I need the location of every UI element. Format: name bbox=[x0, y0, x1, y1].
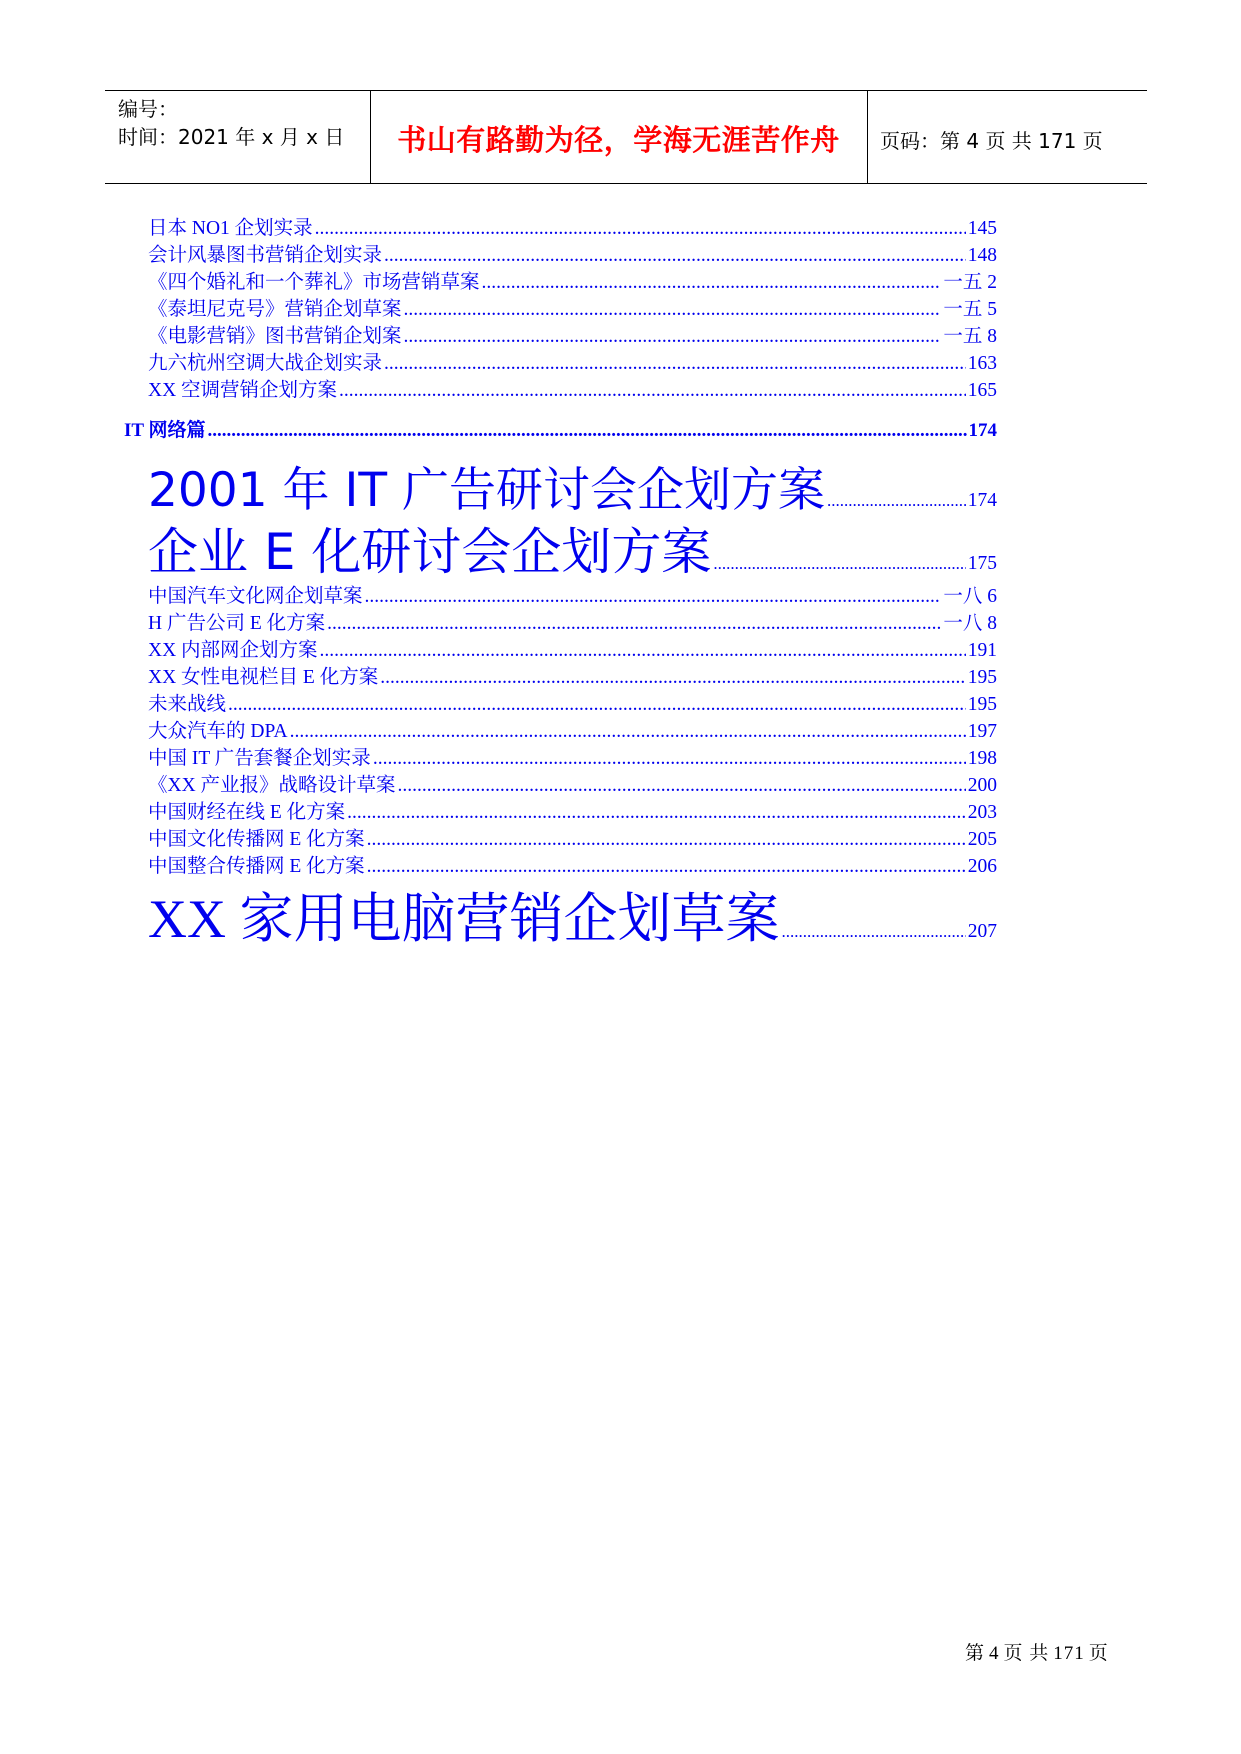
toc-entry[interactable] bbox=[148, 769, 997, 797]
toc-entry-page: 175 bbox=[967, 553, 997, 574]
toc-entry-title: 大众汽车的 DPA bbox=[148, 721, 288, 742]
header-center-cell bbox=[370, 91, 868, 183]
toc-entry-page: 165 bbox=[967, 380, 997, 401]
toc-entry-title: XX 女性电视栏目 E 化方案 bbox=[148, 667, 379, 688]
toc-section-entry[interactable] bbox=[124, 415, 997, 442]
toc-entry[interactable] bbox=[148, 453, 997, 520]
toc-entry-page: 174 bbox=[967, 490, 997, 511]
footer-page-number: 4 bbox=[989, 1643, 1000, 1664]
toc-dot-leader bbox=[347, 802, 966, 824]
toc-entry-page: 207 bbox=[967, 921, 997, 942]
toc-entry-page: 一五 2 bbox=[943, 272, 997, 293]
toc-entry[interactable] bbox=[148, 715, 997, 743]
toc-dot-leader bbox=[384, 245, 966, 267]
toc-entry[interactable] bbox=[148, 580, 997, 608]
toc-entry-title: 中国 IT 广告套餐企划实录 bbox=[148, 748, 371, 769]
toc-entry-title: 九六杭州空调大战企划实录 bbox=[148, 353, 383, 374]
toc-entry[interactable] bbox=[148, 374, 997, 402]
toc-entry-title: 《四个婚礼和一个葬礼》市场营销草案 bbox=[148, 272, 480, 293]
toc-dot-leader bbox=[827, 491, 966, 511]
page-header bbox=[105, 90, 1147, 184]
toc-entry-page: 一五 8 bbox=[943, 326, 997, 347]
toc-entry-page: 195 bbox=[967, 667, 997, 688]
toc-entry-page: 148 bbox=[967, 245, 997, 266]
toc-entry[interactable] bbox=[148, 607, 997, 635]
footer-mid: 页 共 bbox=[1003, 1643, 1050, 1664]
toc-entry[interactable] bbox=[148, 688, 997, 716]
toc-entry[interactable] bbox=[148, 850, 997, 878]
toc-entry[interactable] bbox=[148, 212, 997, 240]
toc-dot-leader bbox=[365, 586, 942, 608]
footer-suffix: 页 bbox=[1088, 1643, 1109, 1664]
toc-dot-leader bbox=[482, 272, 942, 294]
toc-entry-title: H 广告公司 E 化方案 bbox=[148, 613, 326, 634]
toc-dot-leader bbox=[373, 748, 966, 770]
toc-entry-title: XX 内部网企划方案 bbox=[148, 640, 318, 661]
toc-entry[interactable] bbox=[148, 661, 997, 689]
toc-entry-page: 145 bbox=[967, 218, 997, 239]
toc-entry-title: XX 空调营销企划方案 bbox=[148, 380, 338, 401]
toc-entry[interactable] bbox=[148, 823, 997, 851]
toc-dot-leader bbox=[380, 667, 966, 689]
toc-entry-page: 206 bbox=[967, 856, 997, 877]
toc-entry[interactable] bbox=[148, 320, 997, 348]
toc-entry-title: 2001 年 IT 广告研讨会企划方案 bbox=[148, 463, 826, 518]
toc-entry-title: 《泰坦尼克号》营销企划草案 bbox=[148, 299, 402, 320]
toc-entry-title: 中国财经在线 E 化方案 bbox=[148, 802, 346, 823]
time-label: 时间：2021 年 x 月 x 日 bbox=[118, 125, 345, 149]
toc-dot-leader bbox=[782, 922, 966, 942]
toc-entry-title: 中国文化传播网 E 化方案 bbox=[148, 829, 365, 850]
toc-entry[interactable] bbox=[148, 742, 997, 770]
toc-entry-title: 《XX 产业报》战略设计草案 bbox=[148, 775, 396, 796]
toc-entry[interactable] bbox=[148, 796, 997, 824]
toc-dot-leader bbox=[713, 554, 965, 574]
footer-prefix: 第 bbox=[965, 1643, 986, 1664]
footer-total-pages: 171 bbox=[1053, 1643, 1085, 1664]
header-right-cell bbox=[868, 91, 1147, 183]
page-code: 页码：第 4 页 共 171 页 bbox=[880, 129, 1103, 153]
toc-entry[interactable] bbox=[148, 266, 997, 294]
toc-dot-leader bbox=[367, 856, 966, 878]
toc-dot-leader bbox=[290, 721, 966, 743]
toc-entry-page: 198 bbox=[967, 748, 997, 769]
toc-entry[interactable] bbox=[148, 293, 997, 321]
serial-label: 编号： bbox=[118, 97, 178, 121]
toc-dot-leader bbox=[404, 326, 942, 348]
toc-entry[interactable] bbox=[148, 347, 997, 375]
toc-dot-leader bbox=[404, 299, 942, 321]
toc-entry-page: 203 bbox=[967, 802, 997, 823]
toc-entry-page: 205 bbox=[967, 829, 997, 850]
toc-entry-page: 一八 6 bbox=[943, 586, 997, 607]
toc-dot-leader bbox=[207, 420, 966, 442]
header-left-cell bbox=[105, 91, 371, 183]
toc-entry-page: 197 bbox=[967, 721, 997, 742]
toc-entry-title: 会计风暴图书营销企划实录 bbox=[148, 245, 383, 266]
toc-dot-leader bbox=[315, 218, 966, 240]
toc-entry-title: 中国汽车文化网企划草案 bbox=[148, 586, 363, 607]
toc-entry-page: 191 bbox=[967, 640, 997, 661]
toc-dot-leader bbox=[339, 380, 966, 402]
toc-entry[interactable] bbox=[148, 634, 997, 662]
page-footer bbox=[965, 1638, 1113, 1665]
toc-dot-leader bbox=[384, 353, 966, 375]
toc-entry-title: XX 家用电脑营销企划草案 bbox=[148, 889, 780, 949]
toc-dot-leader bbox=[327, 613, 941, 635]
toc-section-page: 174 bbox=[968, 420, 997, 441]
toc-section-title: IT 网络篇 bbox=[124, 420, 206, 441]
toc-entry-title: 中国整合传播网 E 化方案 bbox=[148, 856, 365, 877]
toc-entry-title: 未来战线 bbox=[148, 694, 227, 715]
toc-dot-leader bbox=[228, 694, 966, 716]
toc-entry-page: 200 bbox=[967, 775, 997, 796]
toc-entry-page: 一五 5 bbox=[943, 299, 997, 320]
toc-entry[interactable] bbox=[148, 239, 997, 267]
toc-dot-leader bbox=[367, 829, 966, 851]
toc-entry-page: 一八 8 bbox=[943, 613, 997, 634]
toc-entry[interactable] bbox=[148, 876, 997, 953]
toc-entry-title: 日本 NO1 企划实录 bbox=[148, 218, 313, 239]
toc-entry[interactable] bbox=[148, 512, 997, 584]
toc-entry-page: 195 bbox=[967, 694, 997, 715]
toc-entry-title: 《电影营销》图书营销企划案 bbox=[148, 326, 402, 347]
toc-dot-leader bbox=[320, 640, 966, 662]
toc-entry-title: 企业 E 化研讨会企划方案 bbox=[148, 523, 712, 581]
motto-text: 书山有路勤为径，学海无涯苦作舟 bbox=[397, 123, 840, 157]
toc-entry-page: 163 bbox=[967, 353, 997, 374]
toc-dot-leader bbox=[398, 775, 966, 797]
